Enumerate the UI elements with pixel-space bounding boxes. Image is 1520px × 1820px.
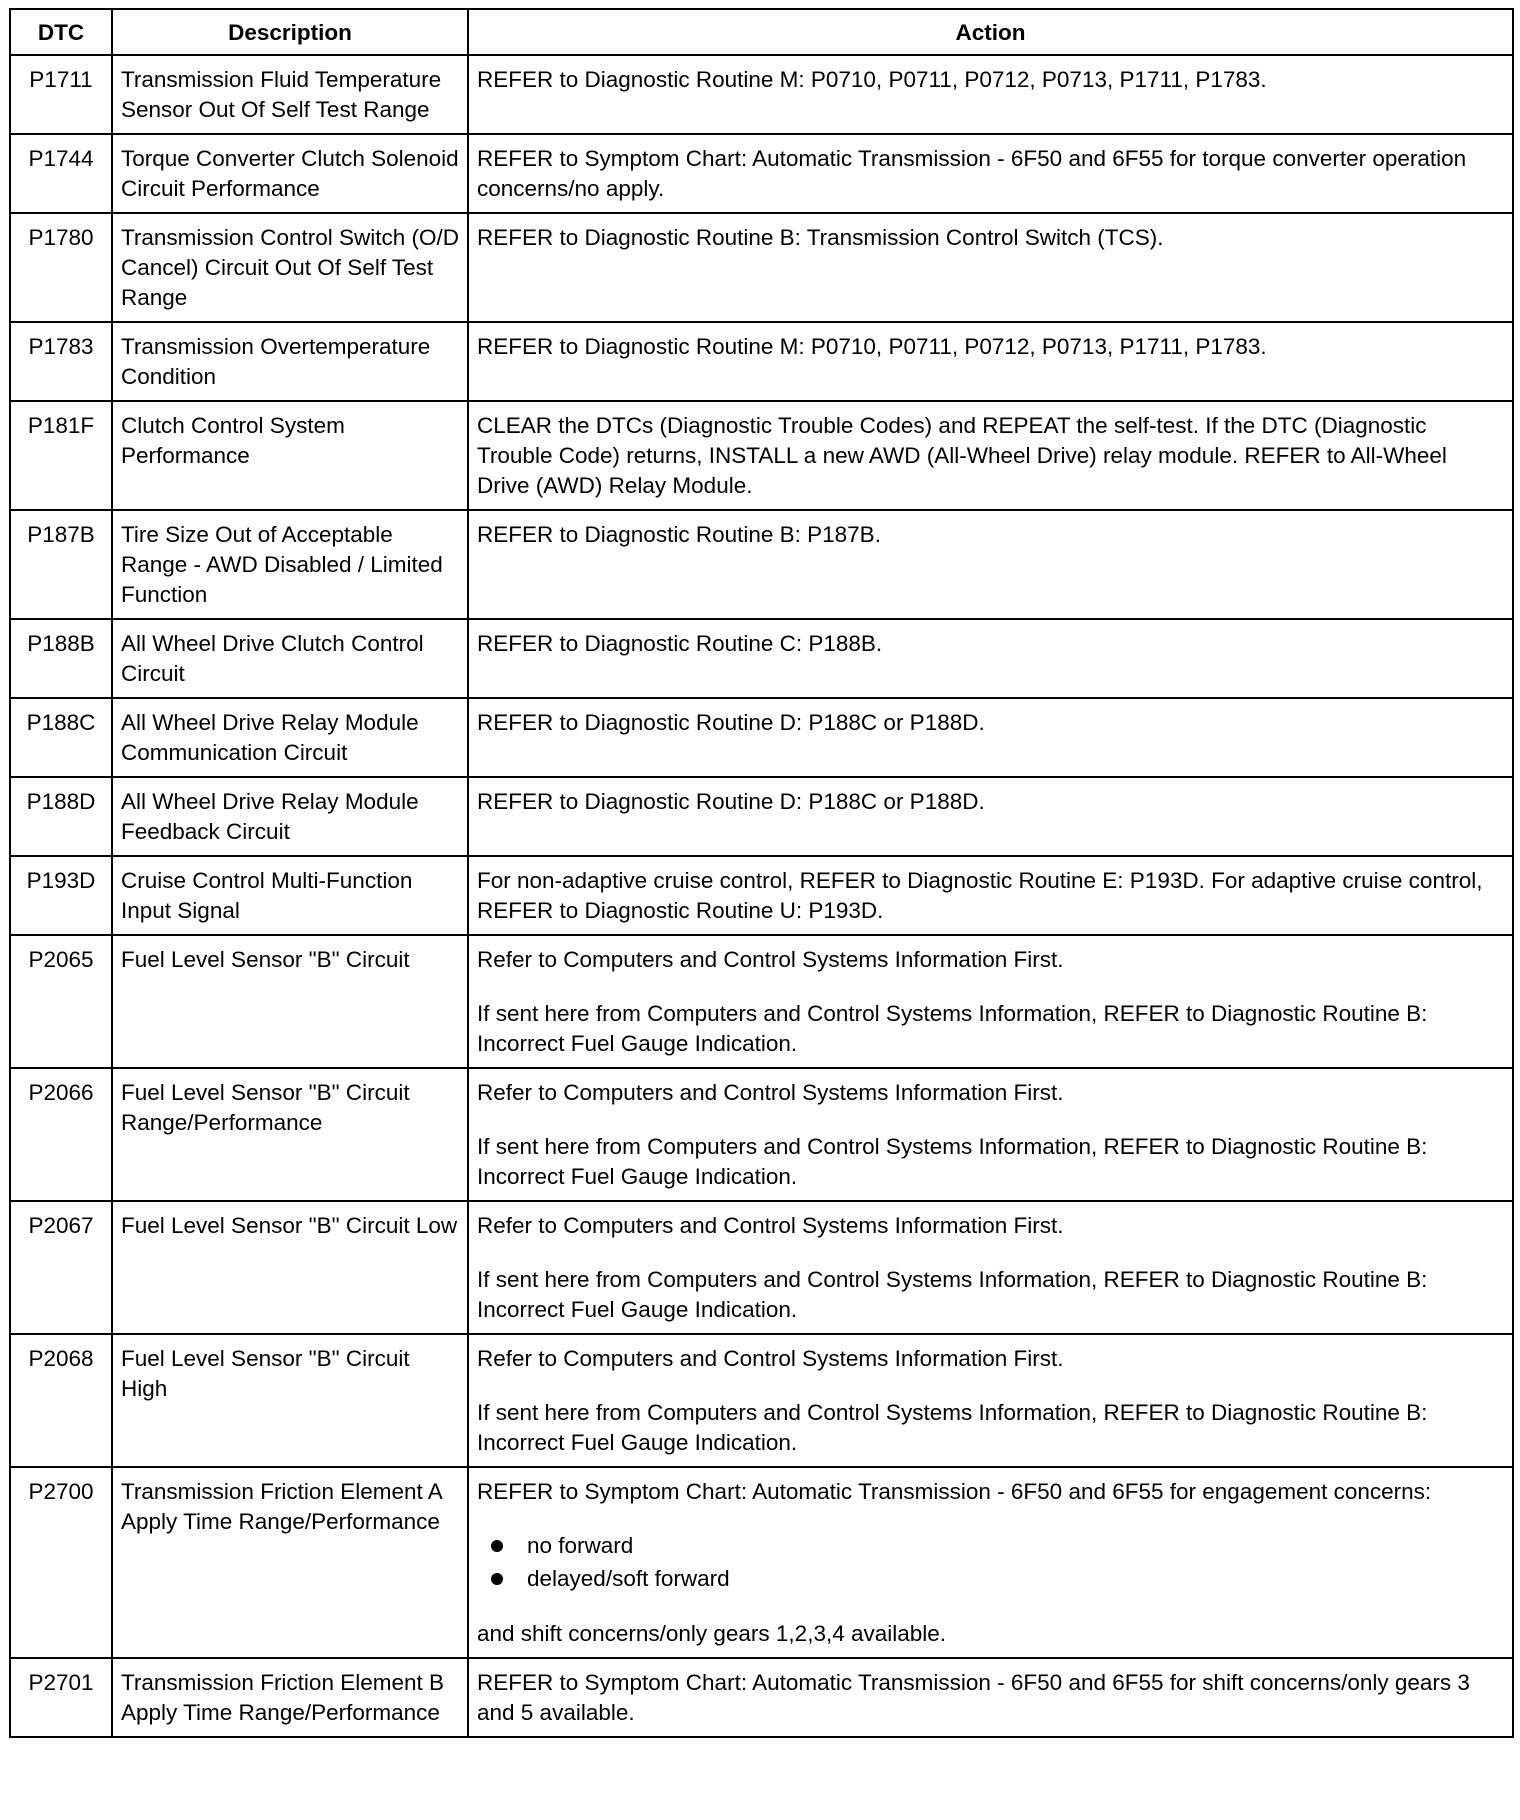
- header-action: Action: [468, 9, 1513, 55]
- dtc-action: [468, 1068, 1513, 1201]
- dtc-description: All Wheel Drive Clutch Control Circuit: [112, 619, 468, 698]
- dtc-code: P1780: [10, 213, 112, 322]
- action-paragraph: If sent here from Computers and Control Systems Information, REFER to Diagnostic Routine B: Incorrect Fuel Gauge Indication.: [477, 1001, 1428, 1056]
- dtc-description: Transmission Overtemperature Condition: [112, 322, 468, 401]
- dtc-description: All Wheel Drive Relay Module Communication Circuit: [112, 698, 468, 777]
- action-paragraph: Refer to Computers and Control Systems Information First.: [477, 1213, 1064, 1238]
- dtc-action: [468, 698, 1513, 777]
- dtc-description: Transmission Fluid Temperature Sensor Out Of Self Test Range: [112, 55, 468, 134]
- dtc-code: P188D: [10, 777, 112, 856]
- dtc-description: Fuel Level Sensor "B" Circuit High: [112, 1334, 468, 1467]
- table-row: [10, 1201, 1513, 1334]
- dtc-document: [9, 8, 1514, 1738]
- dtc-code: P2065: [10, 935, 112, 1068]
- action-paragraph: REFER to Diagnostic Routine B: P187B.: [477, 522, 881, 547]
- dtc-action: [468, 935, 1513, 1068]
- dtc-action: [468, 1467, 1513, 1658]
- action-paragraph: REFER to Symptom Chart: Automatic Transmission - 6F50 and 6F55 for torque converter operation concerns/no apply.: [477, 146, 1467, 201]
- dtc-description: Tire Size Out of Acceptable Range - AWD Disabled / Limited Function: [112, 510, 468, 619]
- dtc-action: [468, 1658, 1513, 1737]
- bullet-text: no forward: [527, 1533, 634, 1558]
- dtc-description: Torque Converter Clutch Solenoid Circuit Performance: [112, 134, 468, 213]
- action-paragraph: Refer to Computers and Control Systems Information First.: [477, 947, 1064, 972]
- dtc-code: P2066: [10, 1068, 112, 1201]
- dtc-code: P2067: [10, 1201, 112, 1334]
- dtc-code: P188B: [10, 619, 112, 698]
- table-row: [10, 1467, 1513, 1658]
- table-row: [10, 1068, 1513, 1201]
- table-body: [10, 55, 1513, 1737]
- action-paragraph: REFER to Diagnostic Routine C: P188B.: [477, 631, 883, 656]
- action-paragraph: REFER to Diagnostic Routine M: P0710, P0711, P0712, P0713, P1711, P1783.: [477, 334, 1267, 359]
- table-row: [10, 777, 1513, 856]
- action-paragraph: Refer to Computers and Control Systems Information First.: [477, 1346, 1064, 1371]
- dtc-action: [468, 777, 1513, 856]
- action-paragraph: If sent here from Computers and Control Systems Information, REFER to Diagnostic Routine B: Incorrect Fuel Gauge Indication.: [477, 1267, 1428, 1322]
- bullet-item: [491, 1529, 1504, 1562]
- action-paragraph: REFER to Diagnostic Routine D: P188C or P188D.: [477, 789, 985, 814]
- table-row: [10, 856, 1513, 935]
- dtc-action: [468, 619, 1513, 698]
- dtc-action: [468, 510, 1513, 619]
- dtc-description: Fuel Level Sensor "B" Circuit: [112, 935, 468, 1068]
- action-bullet-list: [477, 1529, 1504, 1595]
- dtc-description: Fuel Level Sensor "B" Circuit Low: [112, 1201, 468, 1334]
- action-paragraph: CLEAR the DTCs (Diagnostic Trouble Codes) and REPEAT the self-test. If the DTC (Diagnostic Trouble Code) returns, INSTALL a new AWD (All-Wheel Drive) relay module. REFER to All-Wheel Drive (AWD) Relay Module.: [477, 413, 1447, 498]
- dtc-description: Transmission Friction Element B Apply Time Range/Performance: [112, 1658, 468, 1737]
- table-row: [10, 935, 1513, 1068]
- dtc-code: P181F: [10, 401, 112, 510]
- dtc-description: Transmission Control Switch (O/D Cancel) Circuit Out Of Self Test Range: [112, 213, 468, 322]
- dtc-description: Transmission Friction Element A Apply Time Range/Performance: [112, 1467, 468, 1658]
- dtc-action: [468, 1201, 1513, 1334]
- header-dtc: DTC: [10, 9, 112, 55]
- action-paragraph: REFER to Symptom Chart: Automatic Transmission - 6F50 and 6F55 for engagement concerns:: [477, 1479, 1432, 1504]
- dtc-code: P193D: [10, 856, 112, 935]
- dtc-code: P187B: [10, 510, 112, 619]
- header-description: Description: [112, 9, 468, 55]
- table-row: [10, 213, 1513, 322]
- action-paragraph: and shift concerns/only gears 1,2,3,4 available.: [477, 1621, 947, 1646]
- dtc-action: [468, 55, 1513, 134]
- table-row: [10, 1334, 1513, 1467]
- table-row: [10, 1658, 1513, 1737]
- action-paragraph: REFER to Symptom Chart: Automatic Transmission - 6F50 and 6F55 for shift concerns/only gears 3 and 5 available.: [477, 1670, 1470, 1725]
- table-row: [10, 698, 1513, 777]
- dtc-action: [468, 401, 1513, 510]
- action-paragraph: REFER to Diagnostic Routine D: P188C or P188D.: [477, 710, 985, 735]
- dtc-code: P2701: [10, 1658, 112, 1737]
- dtc-code: P1711: [10, 55, 112, 134]
- dtc-code: P188C: [10, 698, 112, 777]
- dtc-code: P2700: [10, 1467, 112, 1658]
- bullet-text: delayed/soft forward: [527, 1566, 730, 1591]
- table-header-row: [10, 9, 1513, 55]
- bullet-icon: [491, 1573, 503, 1585]
- bullet-icon: [491, 1540, 503, 1552]
- dtc-action: [468, 856, 1513, 935]
- action-paragraph: REFER to Diagnostic Routine M: P0710, P0711, P0712, P0713, P1711, P1783.: [477, 67, 1267, 92]
- dtc-action: [468, 134, 1513, 213]
- dtc-action: [468, 1334, 1513, 1467]
- action-paragraph: If sent here from Computers and Control Systems Information, REFER to Diagnostic Routine B: Incorrect Fuel Gauge Indication.: [477, 1134, 1428, 1189]
- action-paragraph: Refer to Computers and Control Systems Information First.: [477, 1080, 1064, 1105]
- table-row: [10, 322, 1513, 401]
- dtc-table: [9, 8, 1514, 1738]
- table-row: [10, 55, 1513, 134]
- dtc-code: P1744: [10, 134, 112, 213]
- table-row: [10, 401, 1513, 510]
- dtc-description: Clutch Control System Performance: [112, 401, 468, 510]
- dtc-code: P1783: [10, 322, 112, 401]
- dtc-description: All Wheel Drive Relay Module Feedback Circuit: [112, 777, 468, 856]
- dtc-action: [468, 322, 1513, 401]
- table-row: [10, 619, 1513, 698]
- dtc-description: Fuel Level Sensor "B" Circuit Range/Performance: [112, 1068, 468, 1201]
- table-row: [10, 134, 1513, 213]
- action-paragraph: REFER to Diagnostic Routine B: Transmission Control Switch (TCS).: [477, 225, 1164, 250]
- action-paragraph: If sent here from Computers and Control Systems Information, REFER to Diagnostic Routine B: Incorrect Fuel Gauge Indication.: [477, 1400, 1428, 1455]
- action-paragraph: For non-adaptive cruise control, REFER to Diagnostic Routine E: P193D. For adaptive cruise control, REFER to Diagnostic Routine U: P193D.: [477, 868, 1483, 923]
- dtc-action: [468, 213, 1513, 322]
- dtc-code: P2068: [10, 1334, 112, 1467]
- table-row: [10, 510, 1513, 619]
- bullet-item: [491, 1562, 1504, 1595]
- dtc-description: Cruise Control Multi-Function Input Signal: [112, 856, 468, 935]
